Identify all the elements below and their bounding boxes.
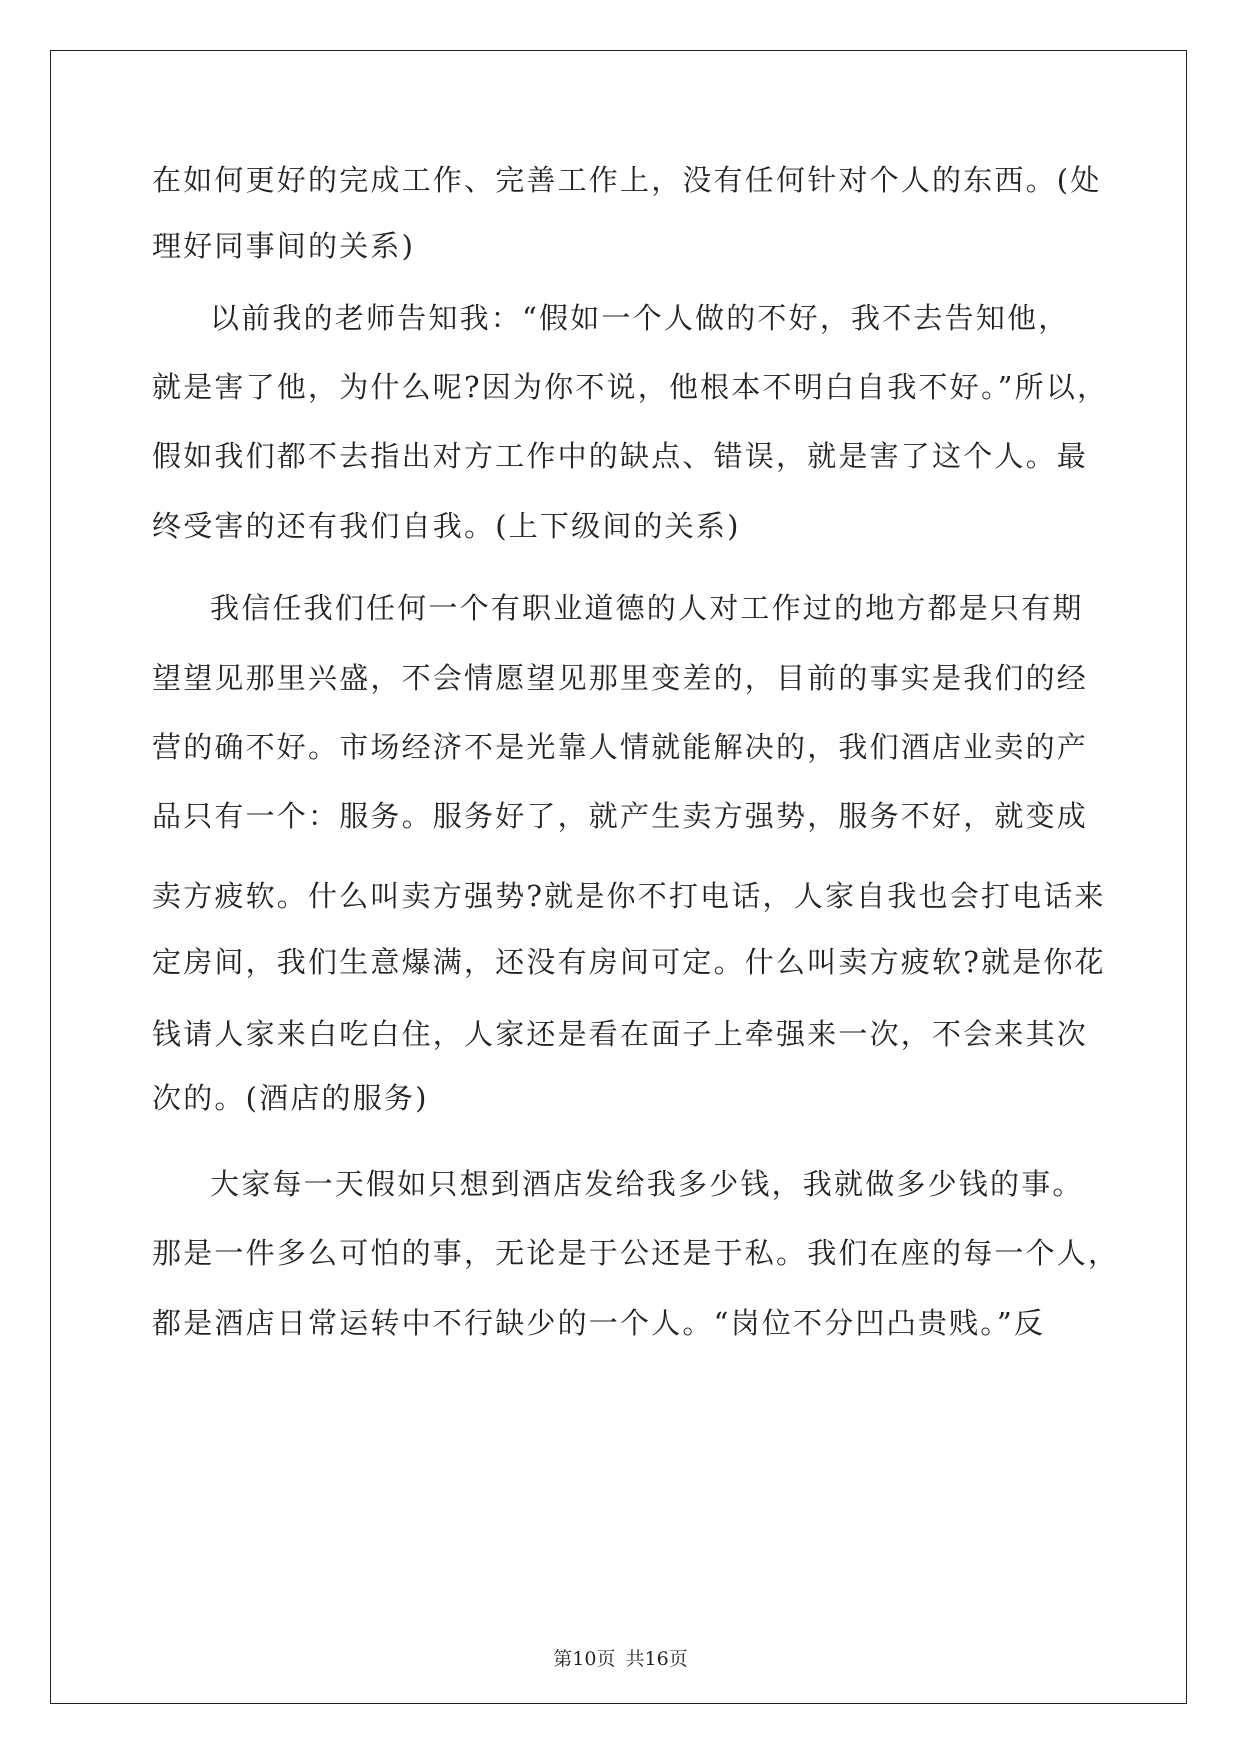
- text-line: 就是害了他，为什么呢?因为你不说，他根本不明白自我不好。”所以，: [152, 370, 1109, 404]
- text-line: 次的。(酒店的服务): [152, 1081, 429, 1115]
- text-line: 望望见那里兴盛，不会情愿望见那里变差的，目前的事实是我们的经: [152, 661, 1089, 695]
- text-line: 假如我们都不去指出对方工作中的缺点、错误，就是害了这个人。最: [152, 439, 1089, 473]
- text-line: 定房间，我们生意爆满，还没有房间可定。什么叫卖方疲软?就是你花: [152, 945, 1106, 979]
- text-line: 终受害的还有我们自我。(上下级间的关系): [152, 509, 741, 543]
- text-line: 理好同事间的关系): [152, 229, 416, 263]
- text-line: 在如何更好的完成工作、完善工作上，没有任何针对个人的东西。(处: [152, 163, 1102, 197]
- page-total: 共16页: [625, 1648, 688, 1670]
- text-line: 卖方疲软。什么叫卖方强势?就是你不打电话，人家自我也会打电话来: [152, 879, 1106, 913]
- text-line: 品只有一个：服务。服务好了，就产生卖方强势，服务不好，就变成: [152, 799, 1089, 833]
- text-line: 钱请人家来白吃白住，人家还是看在面子上牵强来一次，不会来其次: [152, 1017, 1089, 1051]
- paragraph-start-line: 以前我的老师告知我：“假如一个人做的不好，我不去告知他，: [210, 301, 1070, 335]
- page-number: 第10页: [553, 1648, 616, 1670]
- paragraph-start-line: 大家每一天假如只想到酒店发给我多少钱，我就做多少钱的事。: [210, 1167, 1084, 1201]
- text-line: 都是酒店日常运转中不行缺少的一个人。“岗位不分凹凸贵贱。”反: [152, 1306, 1046, 1340]
- paragraph-start-line: 我信任我们任何一个有职业道德的人对工作过的地方都是只有期: [210, 591, 1084, 625]
- page-footer: [0, 1644, 1241, 1671]
- text-line: 那是一件多么可怕的事，无论是于公还是于私。我们在座的每一个人，: [152, 1236, 1120, 1270]
- text-line: 营的确不好。市场经济不是光靠人情就能解决的，我们酒店业卖的产: [152, 730, 1089, 764]
